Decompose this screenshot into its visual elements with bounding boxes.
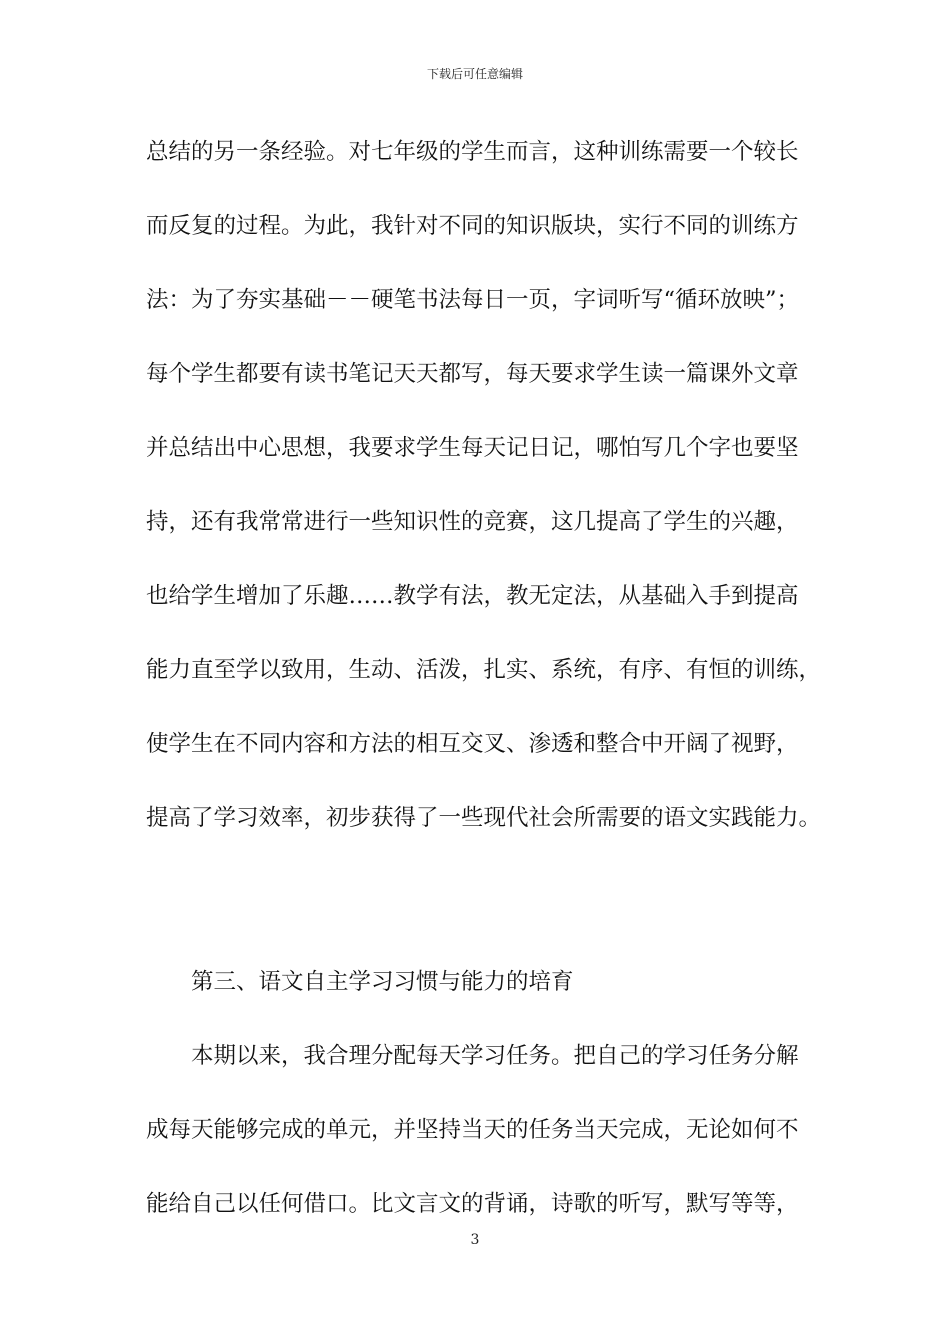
paragraph-1-line-9: 使学生在不同内容和方法的相互交叉、渗透和整合中开阔了视野， [146, 731, 799, 757]
paragraph-1-line-1: 总结的另一条经验。对七年级的学生而言，这种训练需要一个较长 [146, 139, 799, 165]
paragraph-1-line-2: 而反复的过程。为此，我针对不同的知识版块，实行不同的训练方 [146, 213, 799, 239]
paragraph-1-line-5: 并总结出中心思想，我要求学生每天记日记，哪怕写几个字也要坚 [146, 435, 799, 461]
paragraph-1-line-3: 法：为了夯实基础－－硬笔书法每日一页，字词听写“循环放映”； [146, 287, 800, 313]
section-gap [146, 872, 826, 962]
paragraph-2-line-1: 本期以来，我合理分配每天学习任务。把自己的学习任务分解 [191, 1043, 799, 1069]
section-heading: 第三、语文自主学习习惯与能力的培育 [191, 969, 574, 995]
paragraph-1-line-6: 持，还有我常常进行一些知识性的竞赛，这几提高了学生的兴趣， [146, 509, 799, 535]
document-body [146, 132, 826, 1258]
paragraph-1-line-8: 能力直至学以致用，生动、活泼，扎实、系统，有序、有恒的训练， [146, 657, 822, 683]
page-header: 下载后可任意编辑 [426, 67, 523, 81]
paragraph-1-line-10: 提高了学习效率，初步获得了一些现代社会所需要的语文实践能力。 [146, 805, 822, 831]
paragraph-2-line-3: 能给自己以任何借口。比文言文的背诵，诗歌的听写，默写等等， [146, 1191, 799, 1217]
paragraph-1-line-4: 每个学生都要有读书笔记天天都写，每天要求学生读一篇课外文章 [146, 361, 799, 387]
paragraph-1-line-7: 也给学生增加了乐趣……教学有法，教无定法，从基础入手到提高 [146, 583, 799, 609]
paragraph-2-line-2: 成每天能够完成的单元，并坚持当天的任务当天完成，无论如何不 [146, 1117, 799, 1143]
page-number: 3 [470, 1232, 480, 1248]
